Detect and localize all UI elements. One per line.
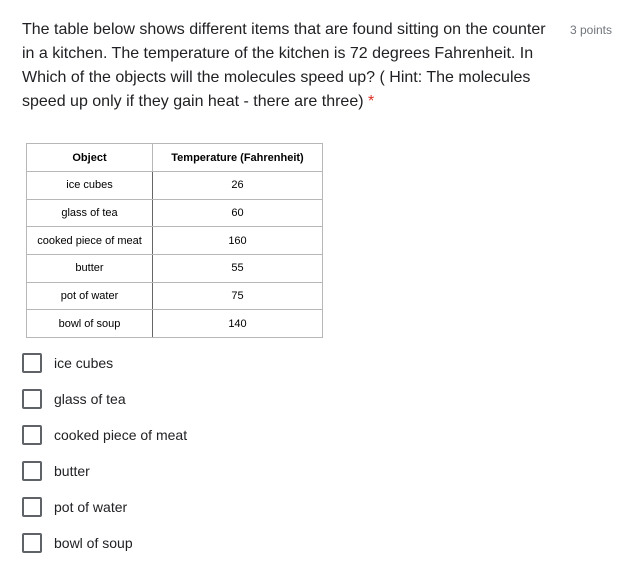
- checkbox-options: [22, 351, 187, 567]
- table-cell-object: ice cubes: [27, 172, 153, 200]
- table-row: [27, 227, 323, 255]
- table-header-row: [27, 144, 323, 172]
- option-ice-cubes[interactable]: [22, 351, 187, 375]
- table-header-temperature: Temperature (Fahrenheit): [153, 144, 323, 172]
- table-header-object: Object: [27, 144, 153, 172]
- required-asterisk: *: [368, 93, 375, 110]
- option-label[interactable]: pot of water: [54, 499, 128, 515]
- checkbox[interactable]: [22, 497, 42, 517]
- table-row: [27, 172, 323, 200]
- option-cooked-piece-of-meat[interactable]: [22, 423, 187, 447]
- table-cell-object: bowl of soup: [27, 310, 153, 338]
- checkbox[interactable]: [22, 461, 42, 481]
- table-cell-temperature: 140: [153, 310, 323, 338]
- table-cell-object: butter: [27, 255, 153, 283]
- table-cell-temperature: 160: [153, 227, 323, 255]
- table-row: [27, 255, 323, 283]
- option-label[interactable]: glass of tea: [54, 391, 126, 407]
- question-text: The table below shows different items that are found sitting on the counter in a kitchen. The temperature of the kitchen is 72 degrees Fahrenheit. In Which of the objects will the molecules speed up? ( Hint: The molecules speed up only if they gain heat - there are three): [22, 21, 546, 110]
- question-title: [22, 18, 552, 114]
- table-cell-temperature: 60: [153, 199, 323, 227]
- points-label: 3 points: [569, 23, 612, 37]
- table-cell-object: glass of tea: [27, 199, 153, 227]
- option-butter[interactable]: [22, 459, 187, 483]
- option-label[interactable]: butter: [54, 463, 90, 479]
- table-cell-temperature: 75: [153, 282, 323, 310]
- checkbox[interactable]: [22, 353, 42, 373]
- option-bowl-of-soup[interactable]: [22, 531, 187, 555]
- temperature-table: [26, 143, 323, 338]
- option-label[interactable]: ice cubes: [54, 355, 114, 371]
- table-row: [27, 199, 323, 227]
- checkbox[interactable]: [22, 533, 42, 553]
- table-cell-object: cooked piece of meat: [27, 227, 153, 255]
- checkbox[interactable]: [22, 425, 42, 445]
- table-cell-temperature: 55: [153, 255, 323, 283]
- table-row: [27, 310, 323, 338]
- option-label[interactable]: cooked piece of meat: [54, 427, 188, 443]
- option-pot-of-water[interactable]: [22, 495, 187, 519]
- table-cell-object: pot of water: [27, 282, 153, 310]
- option-label[interactable]: bowl of soup: [54, 535, 133, 551]
- table-cell-temperature: 26: [153, 172, 323, 200]
- table-row: [27, 282, 323, 310]
- checkbox[interactable]: [22, 389, 42, 409]
- option-glass-of-tea[interactable]: [22, 387, 187, 411]
